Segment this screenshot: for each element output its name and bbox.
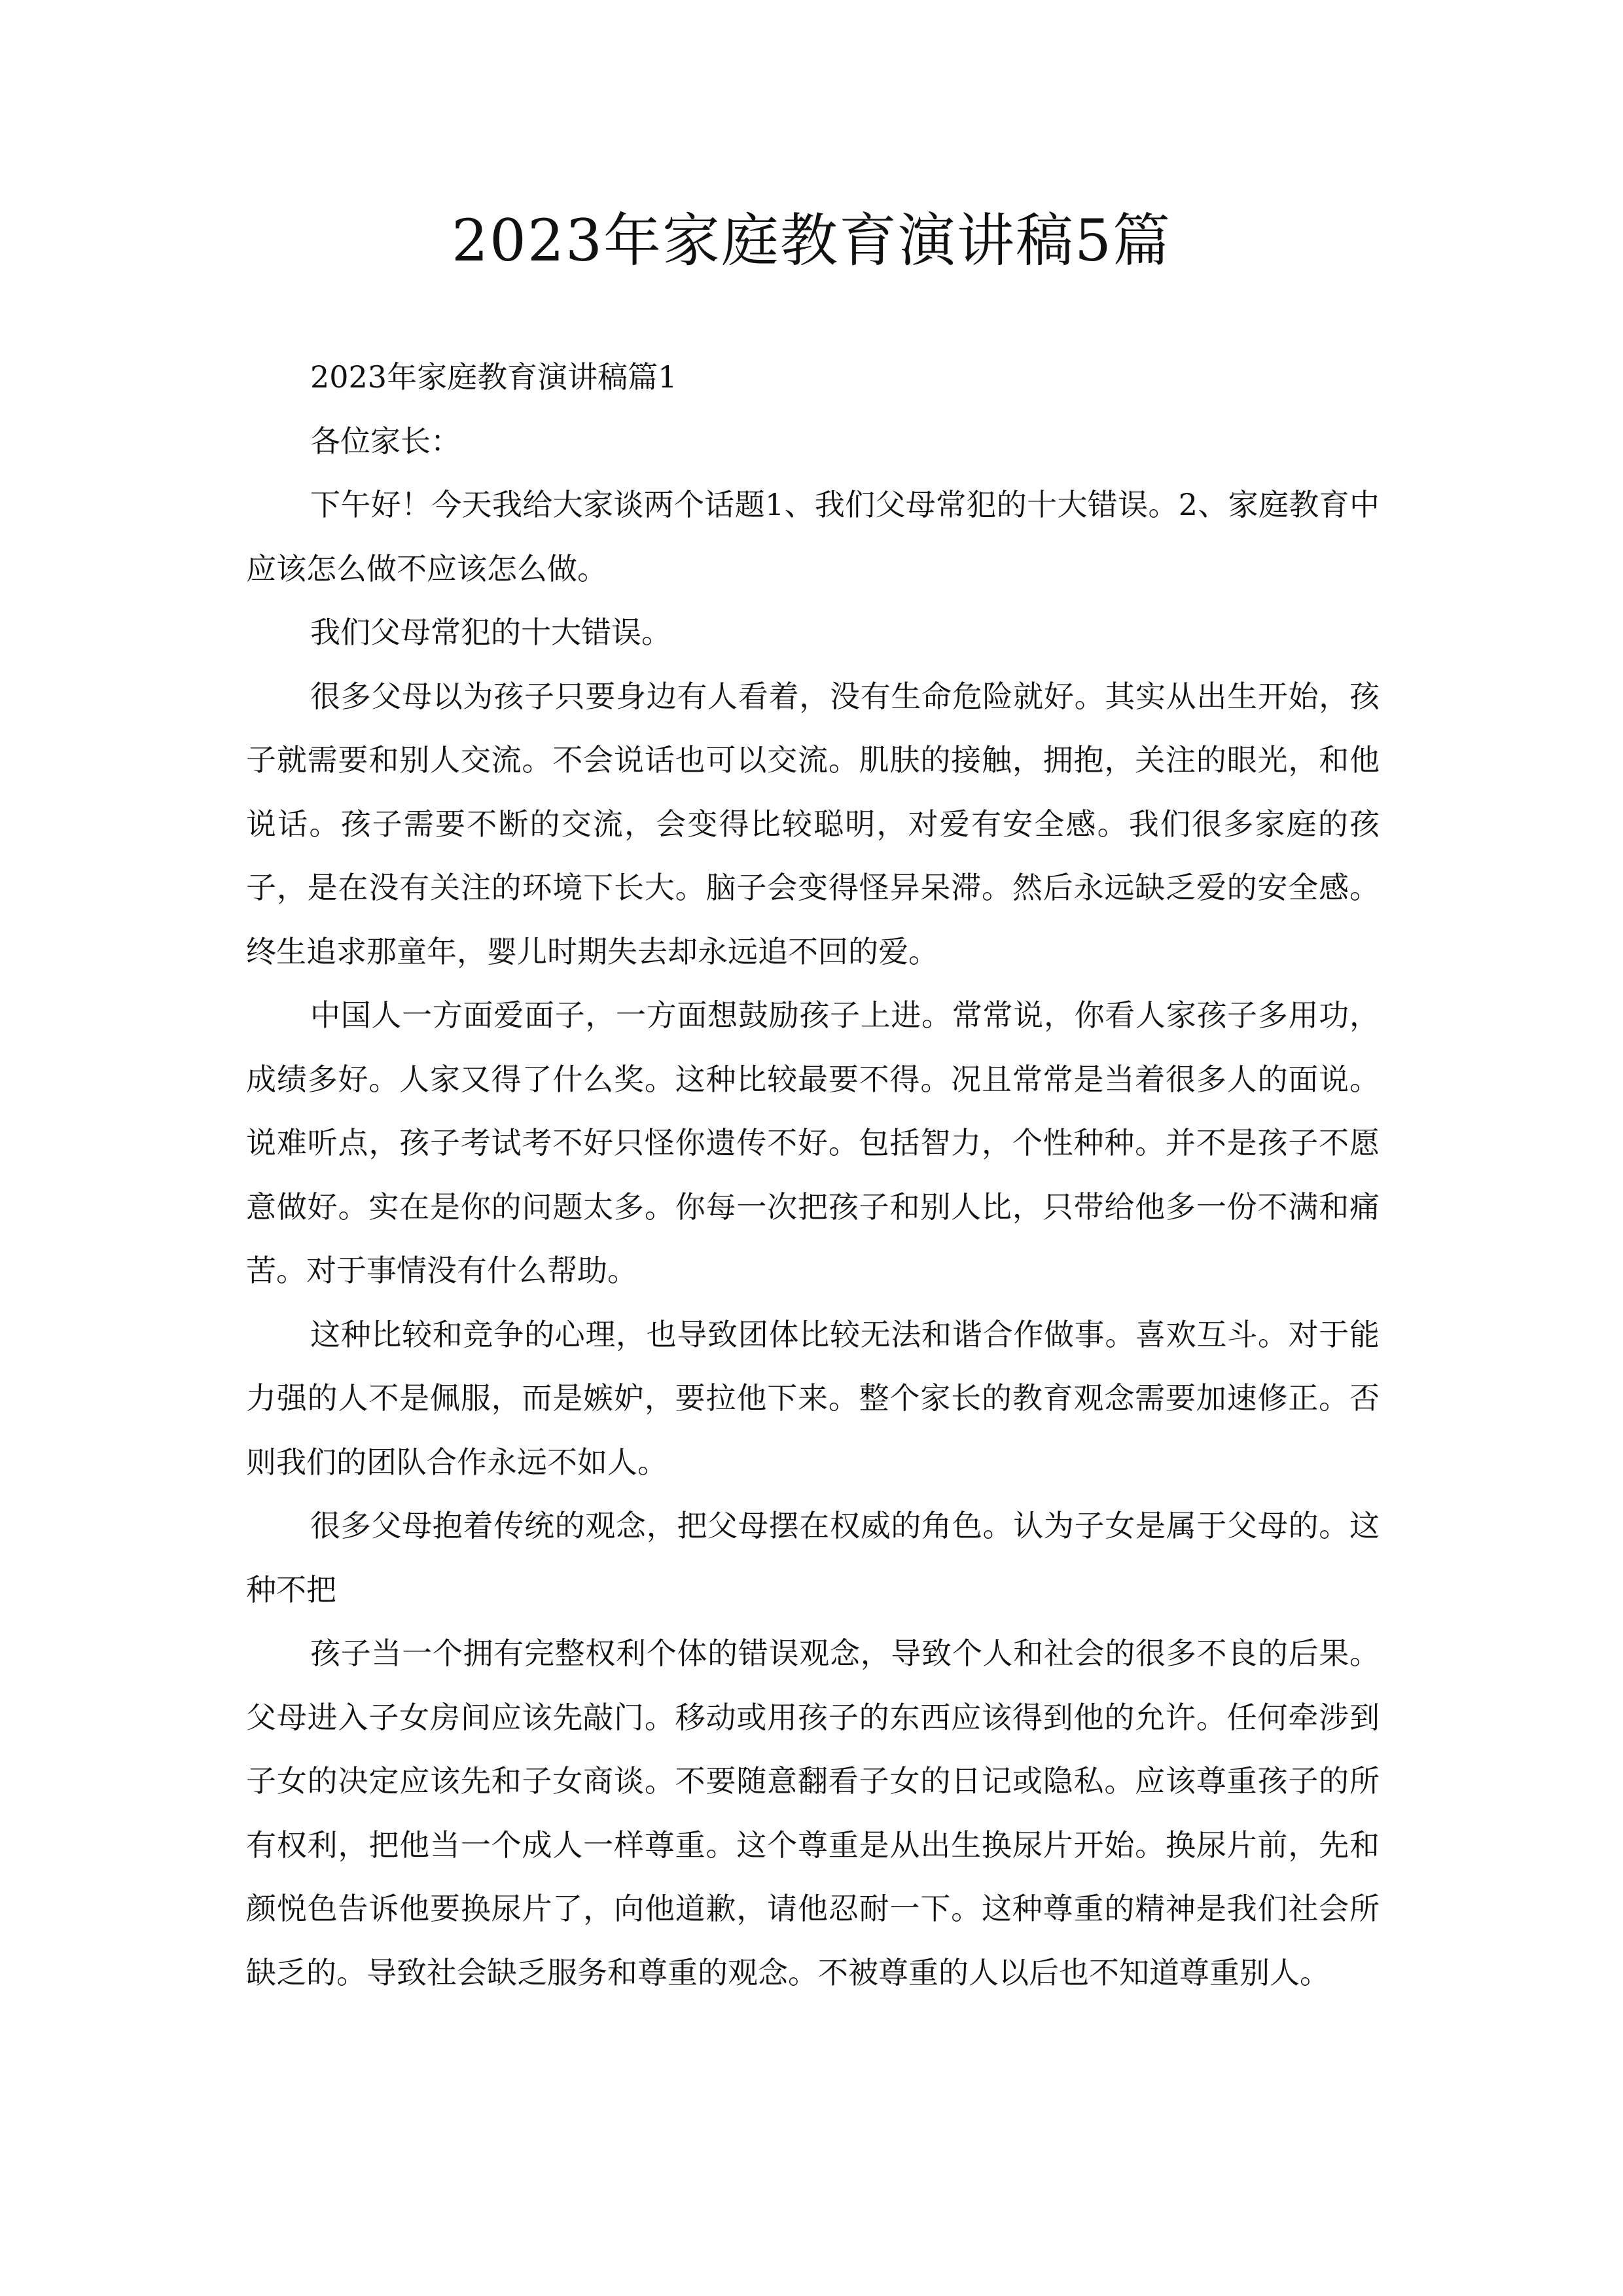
paragraph: 孩子当一个拥有完整权利个体的错误观念，导致个人和社会的很多不良的后果。父母进入子女房间应该先敲门。移动或用孩子的东西应该得到他的允许。任何牵涉到子女的决定应该先和子女商谈。不要随意翻看子女的日记或隐私。应该尊重孩子的所有权利，把他当一个成人一样尊重。这个尊重是从出生换尿片开始。换尿片前，先和颜悦色告诉他要换尿片了，向他道歉，请他忍耐一下。这种尊重的精神是我们社会所缺乏的。导致社会缺乏服务和尊重的观念。不被尊重的人以后也不知道尊重别人。: [246, 1636, 1380, 1990]
paragraph: 很多父母抱着传统的观念，把父母摆在权威的角色。认为子女是属于父母的。这种不把: [246, 1508, 1380, 1607]
paragraph: 下午好！今天我给大家谈两个话题1、我们父母常犯的十大错误。2、家庭教育中应该怎么做不应该怎么做。: [246, 487, 1380, 586]
salutation: 各位家长：: [310, 423, 461, 459]
document-title: 2023年家庭教育演讲稿5篇: [452, 207, 1171, 274]
paragraph: 这种比较和竞争的心理，也导致团体比较无法和谐合作做事。喜欢互斗。对于能力强的人不是佩服，而是嫉妒，要拉他下来。整个家长的教育观念需要加速修正。否则我们的团队合作永远不如人。: [246, 1316, 1380, 1480]
paragraph: 中国人一方面爱面子，一方面想鼓励孩子上进。常常说，你看人家孩子多用功，成绩多好。人家又得了什么奖。这种比较最要不得。况且常常是当着很多人的面说。说难听点，孩子考试考不好只怪你遗传不好。包括智力，个性种种。并不是孩子不愿意做好。实在是你的问题太多。你每一次把孩子和别人比，只带给他多一份不满和痛苦。对于事情没有什么帮助。: [246, 997, 1380, 1288]
paragraph: 很多父母以为孩子只要身边有人看着，没有生命危险就好。其实从出生开始，孩子就需要和别人交流。不会说话也可以交流。肌肤的接触，拥抱，关注的眼光，和他说话。孩子需要不断的交流，会变得比较聪明，对爱有安全感。我们很多家庭的孩子，是在没有关注的环境下长大。脑子会变得怪异呆滞。然后永远缺乏爱的安全感。终生追求那童年，婴儿时期失去却永远追不回的爱。: [246, 678, 1380, 969]
document-body: [246, 346, 1380, 2005]
paragraph: 我们父母常犯的十大错误。: [310, 615, 671, 650]
section-heading: 2023年家庭教育演讲稿篇1: [310, 359, 677, 395]
